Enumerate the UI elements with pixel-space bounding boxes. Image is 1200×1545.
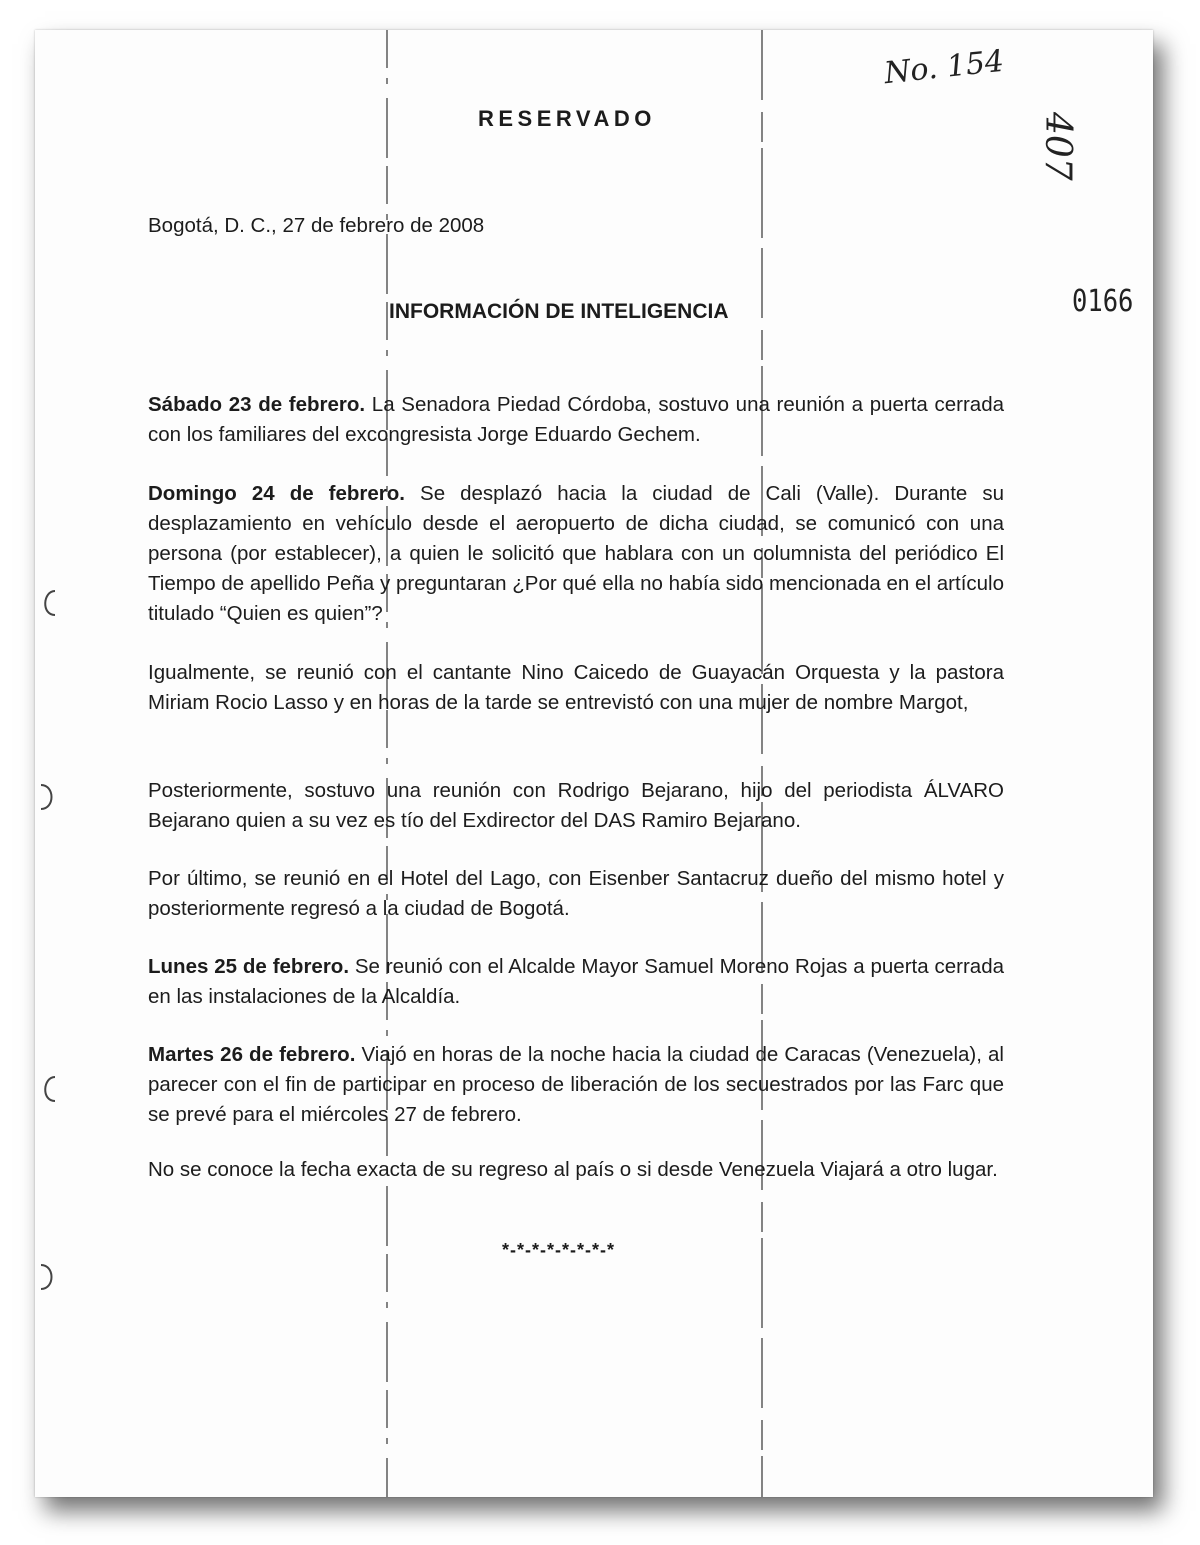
page-stamp-number: 0166	[1072, 284, 1134, 319]
paragraph-lead: Domingo 24 de febrero.	[148, 482, 405, 505]
paragraph-text: Posteriormente, sostuvo una reunión con Rodrigo Bejarano, hijo del periodista ÁLVARO Bejarano quien a su vez es tío del Exdirector del DAS Ramiro Bejarano.	[148, 779, 1004, 832]
document-page	[35, 30, 1153, 1497]
paragraph-lead: Martes 26 de febrero.	[148, 1043, 356, 1066]
paragraph-closing	[148, 1155, 1004, 1185]
margin-handwritten-note: 407	[1037, 112, 1078, 181]
paragraph-domingo	[148, 479, 1004, 629]
binder-hole-3	[39, 1074, 59, 1104]
paragraph-text: No se conoce la fecha exacta de su regreso al país o si desde Venezuela Viajará a otro lugar.	[148, 1158, 998, 1181]
paragraph-text: La Senadora Piedad Córdoba, sostuvo una reunión a puerta cerrada con los familiares del excongresista Jorge Eduardo Gechem.	[148, 393, 1005, 446]
paragraph-igualmente	[148, 658, 1004, 718]
fold-line-left	[385, 30, 389, 1497]
paragraph-text: Se desplazó hacia la ciudad de Cali (Valle). Durante su desplazamiento en vehículo desde el aeropuerto de dicha ciudad, se comunicó con una persona (por establecer), a quien le solicitó que hablara con un columnista del periódico El Tiempo de apellido Peña y preguntaran ¿Por qué ella no había sido mencionada en el artículo titulado “Quien es quien”?	[148, 482, 1004, 625]
document-date: Bogotá, D. C., 27 de febrero de 2008	[148, 214, 485, 237]
paragraph-martes	[148, 1040, 1004, 1130]
fold-line-right	[760, 30, 764, 1497]
paragraph-por-ultimo	[148, 864, 1004, 924]
paragraph-lead: Sábado 23 de febrero.	[148, 393, 366, 416]
paragraph-lunes	[148, 952, 1004, 1012]
end-separator: *-*-*-*-*-*-*-*	[502, 1240, 615, 1260]
paragraph-text: Se reunió con el Alcalde Mayor Samuel Moreno Rojas a puerta cerrada en las instalaciones de la Alcaldía.	[148, 955, 1004, 1008]
document-title: INFORMACIÓN DE INTELIGENCIA	[389, 300, 729, 323]
handwritten-number: No. 154	[882, 43, 1006, 92]
paragraph-text: Por último, se reunió en el Hotel del Lago, con Eisenber Santacruz dueño del mismo hotel y posteriormente regresó a la ciudad de Bogotá.	[148, 867, 1004, 920]
paragraph-lead: Lunes 25 de febrero.	[148, 955, 350, 978]
binder-hole-1	[39, 588, 59, 618]
classification-heading: RESERVADO	[478, 106, 656, 131]
binder-hole-2	[37, 782, 57, 812]
paragraph-sabado	[148, 390, 1004, 450]
paragraph-posteriormente	[148, 776, 1004, 836]
binder-hole-4	[37, 1262, 57, 1292]
paragraph-text: Igualmente, se reunió con el cantante Nino Caicedo de Guayacán Orquesta y la pastora Miriam Rocio Lasso y en horas de la tarde se entrevistó con una mujer de nombre Margot,	[148, 661, 1004, 714]
paragraph-text: Viajó en horas de la noche hacia la ciudad de Caracas (Venezuela), al parecer con el fin de participar en proceso de liberación de los secuestrados por las Farc que se prevé para el miércoles 27 de febrero.	[148, 1043, 1004, 1126]
